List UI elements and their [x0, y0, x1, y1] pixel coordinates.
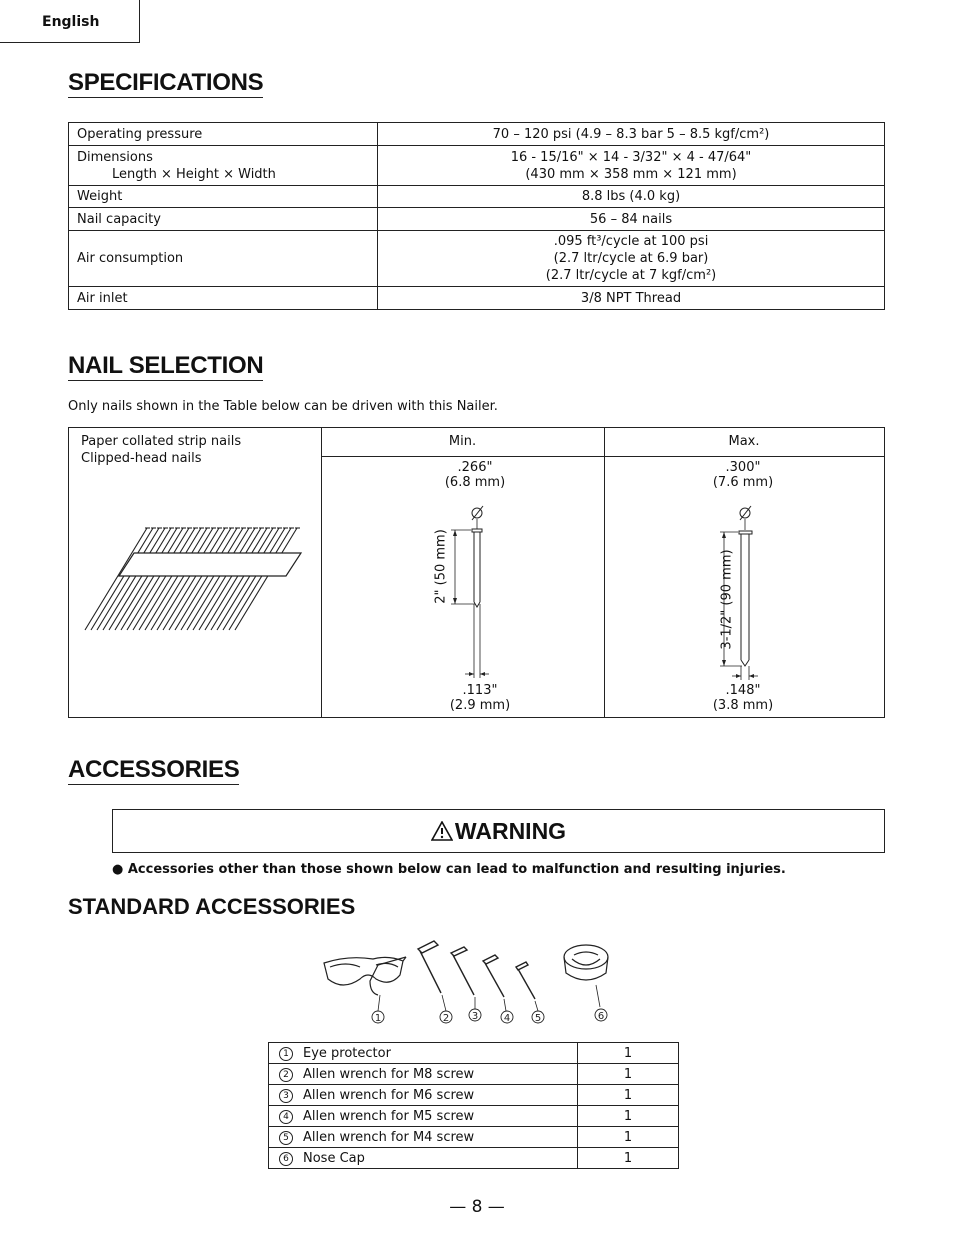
table-row [69, 287, 885, 310]
nail-min-shank-dim [425, 683, 535, 713]
item-number: 6 [279, 1152, 293, 1166]
spec-value [378, 231, 885, 287]
spec-value: 8.8 lbs (4.0 kg) [378, 186, 885, 208]
dim-mm: (6.8 mm) [444, 475, 506, 490]
nail-line [151, 528, 213, 630]
callout-4: 4 [503, 1013, 511, 1024]
nail-max-column [604, 428, 884, 717]
spec-value: 56 – 84 nails [378, 208, 885, 231]
warning-box [112, 809, 885, 853]
item-name: Allen wrench for M8 screw [303, 1066, 475, 1082]
nail-line [199, 528, 261, 630]
nail-line [121, 528, 183, 630]
nail-line [139, 528, 201, 630]
spec-label: Air inlet [69, 287, 378, 310]
nail-type-label: Clipped-head nails [81, 451, 202, 466]
table-row [69, 231, 885, 287]
spec-value: 70 – 120 psi (4.9 – 8.3 bar 5 – 8.5 kgf/cm²) [378, 123, 885, 146]
nail-selection-heading: NAIL SELECTION [68, 352, 264, 379]
nail-line [85, 528, 147, 630]
spec-label: Operating pressure [69, 123, 378, 146]
nail-line [205, 528, 267, 630]
item-qty: 1 [578, 1127, 679, 1148]
nail-intro-text: Only nails shown in the Table below can be driven with this Nailer. [68, 399, 498, 414]
table-row [269, 1106, 679, 1127]
nail-max-shank-dim [688, 683, 798, 713]
nail-min-illustration [441, 502, 501, 682]
nail-line [103, 528, 165, 630]
nail-line [127, 528, 189, 630]
nail-type-cell [69, 428, 322, 717]
dim-inch: .113" [462, 683, 498, 698]
nose-cap-icon [564, 945, 608, 980]
nail-max-head-dim [693, 460, 793, 490]
table-row [69, 186, 885, 208]
table-row [269, 1085, 679, 1106]
accessories-illustration [318, 935, 618, 1027]
spec-label: Weight [69, 186, 378, 208]
nail-line [235, 528, 297, 630]
nail-line [169, 528, 231, 630]
item-number: 3 [279, 1089, 293, 1103]
warning-title: WARNING [454, 818, 567, 844]
table-row [269, 1064, 679, 1085]
nail-line [211, 528, 273, 630]
spec-value [378, 146, 885, 186]
callout-1: 1 [374, 1013, 382, 1024]
nail-line [229, 528, 291, 630]
item-name: Allen wrench for M6 screw [303, 1087, 475, 1103]
spec-value-line: (430 mm × 358 mm × 121 mm) [525, 166, 737, 182]
warning-bullet [112, 862, 786, 877]
spec-label [69, 146, 378, 186]
nail-min-head-dim [425, 460, 525, 490]
nail-line [133, 528, 195, 630]
warning-triangle-icon [431, 821, 453, 841]
spec-value-line: (2.7 ltr/cycle at 6.9 bar) [553, 251, 709, 266]
nail-min-length-dim: 2" (50 mm) [433, 529, 449, 604]
nail-min-header: Min. [321, 428, 604, 457]
dim-mm: (7.6 mm) [712, 475, 774, 490]
nail-line [193, 528, 255, 630]
dim-inch: .266" [457, 460, 493, 475]
nail-line [187, 528, 249, 630]
warning-text: Accessories other than those shown below can lead to malfunction and resulting injuries. [127, 862, 786, 877]
spec-value: 3/8 NPT Thread [378, 287, 885, 310]
spec-label: Air consumption [69, 231, 378, 287]
dim-inch: .300" [725, 460, 761, 475]
nail-strip-illustration [84, 526, 304, 638]
spec-label: Nail capacity [69, 208, 378, 231]
dim-mm: (3.8 mm) [712, 698, 774, 713]
callout-5: 5 [534, 1013, 542, 1024]
item-name: Allen wrench for M4 screw [303, 1129, 475, 1145]
nail-line [157, 528, 219, 630]
item-number: 2 [279, 1068, 293, 1082]
table-row [69, 146, 885, 186]
nail-max-header: Max. [604, 428, 884, 457]
item-name: Eye protector [303, 1045, 391, 1061]
item-number: 5 [279, 1131, 293, 1145]
page-number: — 8 — [449, 1197, 505, 1217]
nail-min-column [321, 428, 605, 717]
accessories-heading: ACCESSORIES [68, 756, 240, 783]
item-number: 4 [279, 1110, 293, 1124]
item-qty: 1 [578, 1106, 679, 1127]
item-name: Nose Cap [303, 1150, 365, 1166]
dim-inch: .148" [725, 683, 761, 698]
language-tab: English [0, 0, 140, 43]
table-row [69, 123, 885, 146]
eye-protector-icon [324, 957, 406, 995]
nail-type-label: Paper collated strip nails [81, 434, 242, 449]
callout-2: 2 [442, 1013, 450, 1024]
nail-max-length-dim: 3-1/2" (90 mm) [719, 549, 735, 650]
standard-accessories-heading: STANDARD ACCESSORIES [68, 894, 356, 919]
table-row [69, 208, 885, 231]
nail-line [109, 528, 171, 630]
specifications-heading: SPECIFICATIONS [68, 69, 264, 96]
nail-line [163, 528, 225, 630]
nail-selection-table [68, 427, 885, 718]
nail-line [175, 528, 237, 630]
item-qty: 1 [578, 1085, 679, 1106]
spec-label-main: Dimensions [77, 149, 153, 165]
nail-line [217, 528, 279, 630]
callout-6: 6 [597, 1011, 605, 1022]
allen-wrench-icon [418, 941, 535, 999]
item-name: Allen wrench for M5 screw [303, 1108, 475, 1124]
accessories-table [268, 1042, 679, 1169]
nail-line [223, 528, 285, 630]
item-qty: 1 [578, 1148, 679, 1169]
nail-line [115, 528, 177, 630]
spec-value-line: 16 - 15/16" × 14 - 3/32" × 4 - 47/64" [510, 149, 752, 165]
table-row [269, 1148, 679, 1169]
callout-3: 3 [471, 1011, 479, 1022]
bullet-icon: ● [112, 862, 124, 877]
table-row [269, 1043, 679, 1064]
nail-line [181, 528, 243, 630]
nail-line [145, 528, 207, 630]
dim-mm: (2.9 mm) [449, 698, 511, 713]
item-number: 1 [279, 1047, 293, 1061]
nail-line [91, 528, 153, 630]
spec-value-line: .095 ft³/cycle at 100 psi [553, 234, 709, 249]
item-qty: 1 [578, 1043, 679, 1064]
specifications-table [68, 122, 885, 310]
spec-value-line: (2.7 ltr/cycle at 7 kgf/cm²) [545, 268, 717, 283]
nail-line [97, 528, 159, 630]
item-qty: 1 [578, 1064, 679, 1085]
spec-label-sub: Length × Height × Width [112, 166, 276, 182]
table-row [269, 1127, 679, 1148]
